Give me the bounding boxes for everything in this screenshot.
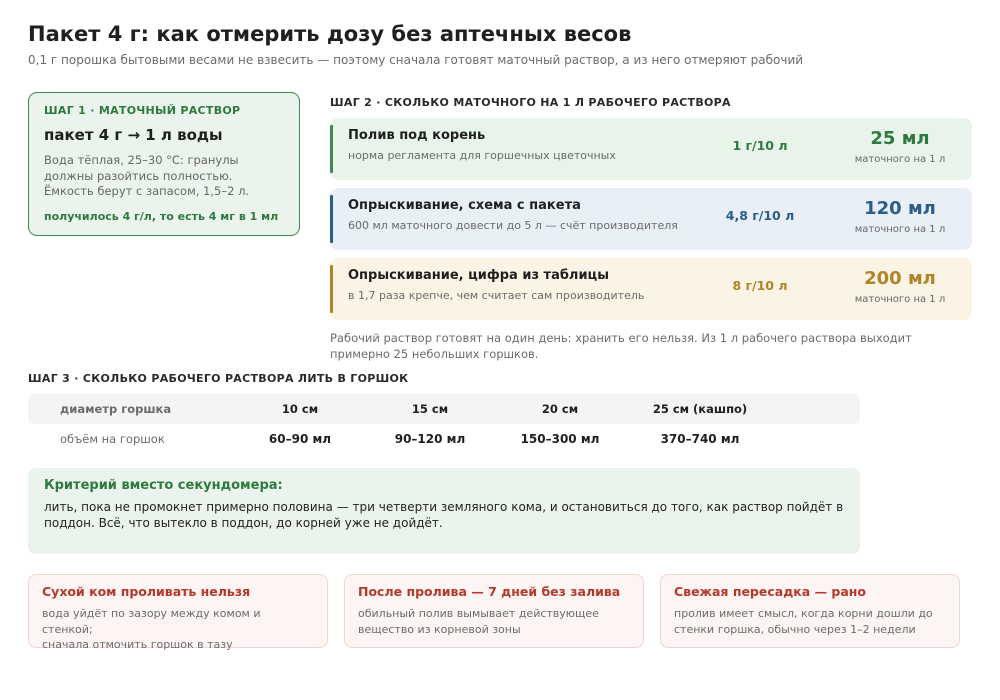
dose-card-rate: 1 г/10 л (732, 138, 788, 153)
row-header-volume: объём на горшок (60, 432, 165, 446)
table-header-cell: 15 см (411, 402, 449, 416)
table-cell: 90–120 мл (394, 432, 466, 446)
table-cell: 370–740 мл (660, 432, 740, 446)
warning-card-no-watering (344, 574, 644, 648)
warning-card-dry-soil (28, 574, 328, 651)
table-cell: 150–300 мл (520, 432, 600, 446)
dose-card-rate: 4,8 г/10 л (725, 208, 795, 223)
warning-card-fresh-transplant (660, 574, 960, 648)
step1-result: получилось 4 г/л, то есть 4 мг в 1 мл (44, 209, 279, 223)
criterion-box (28, 468, 860, 554)
page-title: Пакет 4 г: как отмерить дозу без аптечных весов (28, 22, 632, 46)
dose-card-amount-note: маточного на 1 л (854, 224, 946, 235)
dose-card-root-watering (330, 118, 972, 180)
warning-text (674, 606, 946, 637)
dose-card-amount: 25 мл (870, 128, 930, 149)
step2-footnote-line: Рабочий раствор готовят на один день: хранить его нельзя. Из 1 л рабочего раствора выходит (330, 331, 912, 345)
dose-card-amount: 200 мл (864, 268, 936, 289)
row-header-diameter: диаметр горшка (60, 402, 172, 416)
step3-heading: ШАГ 3 · СКОЛЬКО РАБОЧЕГО РАСТВОРА ЛИТЬ В ГОРШОК (28, 372, 409, 385)
dose-card-name: Полив под корень (348, 128, 486, 143)
table-row (28, 426, 860, 456)
step1-card (28, 92, 300, 236)
table-header-cell: 25 см (кашпо) (652, 402, 748, 416)
step1-description-line: Ёмкость берут с запасом, 1,5–2 л. (44, 184, 250, 198)
warning-title: Свежая пересадка — рано (674, 584, 867, 599)
accent-bar (330, 265, 333, 313)
dose-card-amount-note: маточного на 1 л (854, 294, 946, 305)
warning-text-line: вещество из корневой зоны (358, 622, 521, 636)
accent-bar (330, 195, 333, 243)
warning-text (42, 606, 314, 653)
step1-formula: пакет 4 г → 1 л воды (44, 126, 223, 144)
table-cell: 60–90 мл (268, 432, 332, 446)
dose-card-spray-table (330, 258, 972, 320)
warning-text-line: вода уйдёт по зазору между комом и стенкой; (42, 607, 261, 636)
warning-text-line: обильный полив вымывает действующее (358, 607, 599, 620)
accent-bar (330, 125, 333, 173)
step2-heading: ШАГ 2 · СКОЛЬКО МАТОЧНОГО НА 1 Л РАБОЧЕГО РАСТВОРА (330, 96, 731, 109)
criterion-text-line: поддон. Всё, что вытекло в поддон, до корней уже не дойдёт. (44, 516, 443, 530)
dose-card-amount-note: маточного на 1 л (854, 154, 946, 165)
step2-footnote (330, 330, 950, 362)
warning-text-line: сначала отмочить горшок в тазу (42, 638, 233, 651)
step1-heading: ШАГ 1 · МАТОЧНЫЙ РАСТВОР (44, 104, 241, 117)
dose-card-amount: 120 мл (864, 198, 936, 219)
page-subtitle: 0,1 г порошка бытовыми весами не взвесить — поэтому сначала готовят маточный раствор, а из него отмеряют рабочий (28, 53, 804, 67)
dose-card-note: 600 мл маточного довести до 5 л — счёт производителя (348, 219, 678, 232)
step1-description-line: Вода тёплая, 25–30 °C: гранулы (44, 153, 239, 167)
dose-card-spray-package (330, 188, 972, 250)
dose-card-rate: 8 г/10 л (732, 278, 788, 293)
step1-description-line: должны разойтись полностью. (44, 168, 233, 183)
criterion-text (44, 499, 844, 531)
warning-text (358, 606, 630, 637)
warning-title: После пролива — 7 дней без залива (358, 584, 621, 599)
dose-card-note: в 1,7 раза крепче, чем считает сам производитель (348, 289, 645, 302)
warning-title: Сухой ком проливать нельзя (42, 584, 251, 599)
step2-footnote-line: примерно 25 небольших горшков. (330, 347, 539, 361)
criterion-heading: Критерий вместо секундомера: (44, 478, 283, 493)
warning-text-line: стенки горшка, обычно через 1–2 недели (674, 622, 916, 636)
table-header-row (28, 394, 860, 424)
dose-card-note: норма регламента для горшечных цветочных (348, 149, 616, 162)
table-header-cell: 20 см (541, 402, 579, 416)
dose-card-name: Опрыскивание, схема с пакета (348, 198, 581, 213)
dose-card-name: Опрыскивание, цифра из таблицы (348, 268, 609, 283)
table-header-cell: 10 см (281, 402, 319, 416)
criterion-text-line: лить, пока не промокнет примерно половина — три четверти земляного кома, и остановиться до того, как раствор пойдёт в (44, 500, 844, 514)
warning-text-line: пролив имеет смысл, когда корни дошли до (674, 607, 933, 620)
step1-description (44, 153, 284, 200)
